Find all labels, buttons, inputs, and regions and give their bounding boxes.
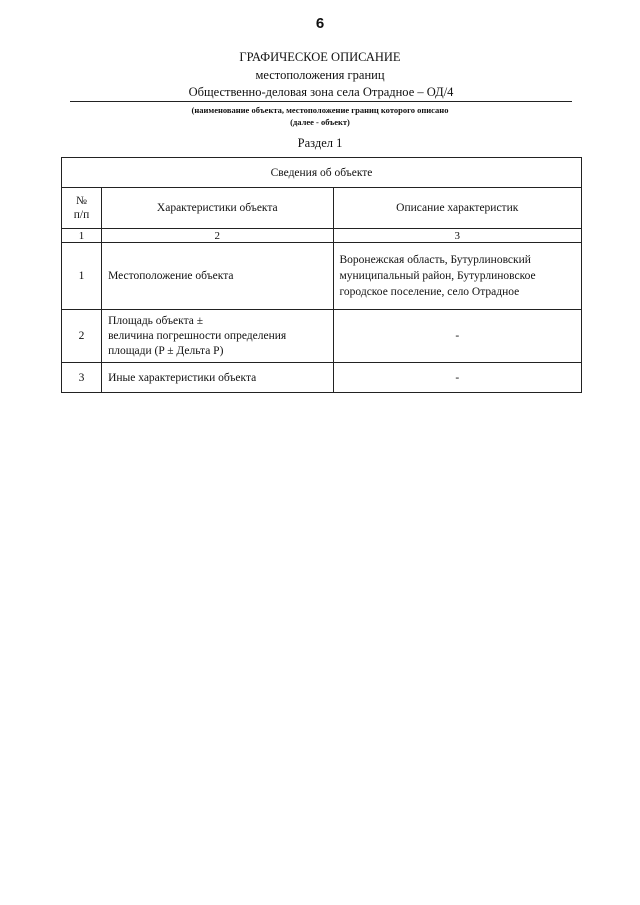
table-caption-row (62, 158, 582, 188)
row-characteristic: Местоположение объекта (102, 243, 333, 310)
header-number-line-1: № (76, 195, 88, 207)
header-number (62, 188, 102, 229)
object-name: Общественно-деловая зона села Отрадное – ОД/4 (70, 85, 572, 102)
row-characteristic-line-2: величина погрешности определения площади (P ± Дельта P) (108, 329, 287, 357)
table-row (62, 243, 582, 310)
row-description: - (333, 363, 582, 393)
table-header-row (62, 188, 582, 229)
object-info-table (61, 157, 582, 393)
document-subtitle: местоположения границ (255, 68, 385, 82)
row-number: 3 (62, 363, 102, 393)
row-description: Воронежская область, Бутурлиновский муниципальный район, Бутурлиновское городское поселение, село Отрадное (333, 243, 582, 310)
row-number: 1 (62, 243, 102, 310)
header-number-line-2: п/п (73, 209, 90, 221)
row-number: 2 (62, 310, 102, 363)
section-title: Раздел 1 (297, 136, 343, 150)
object-caption-line-1: (наименование объекта, местоположение границ которого описано (191, 105, 449, 115)
row-characteristic (102, 310, 333, 363)
table-row (62, 310, 582, 363)
object-caption-line-2: (далее - объект) (290, 117, 350, 127)
object-name-caption (0, 104, 640, 128)
column-number-3: 3 (333, 229, 582, 243)
table-caption: Сведения об объекте (62, 158, 582, 188)
column-number-row (62, 229, 582, 243)
column-number-2: 2 (102, 229, 333, 243)
document-title: ГРАФИЧЕСКОЕ ОПИСАНИЕ (239, 50, 401, 64)
column-number-1: 1 (62, 229, 102, 243)
header-characteristics: Характеристики объекта (102, 188, 333, 229)
row-characteristic-line-1: Площадь объекта ± (108, 314, 204, 327)
page-number: 6 (315, 15, 325, 32)
row-description: - (333, 310, 582, 363)
row-characteristic: Иные характеристики объекта (102, 363, 333, 393)
header-description: Описание характеристик (333, 188, 582, 229)
table-row (62, 363, 582, 393)
